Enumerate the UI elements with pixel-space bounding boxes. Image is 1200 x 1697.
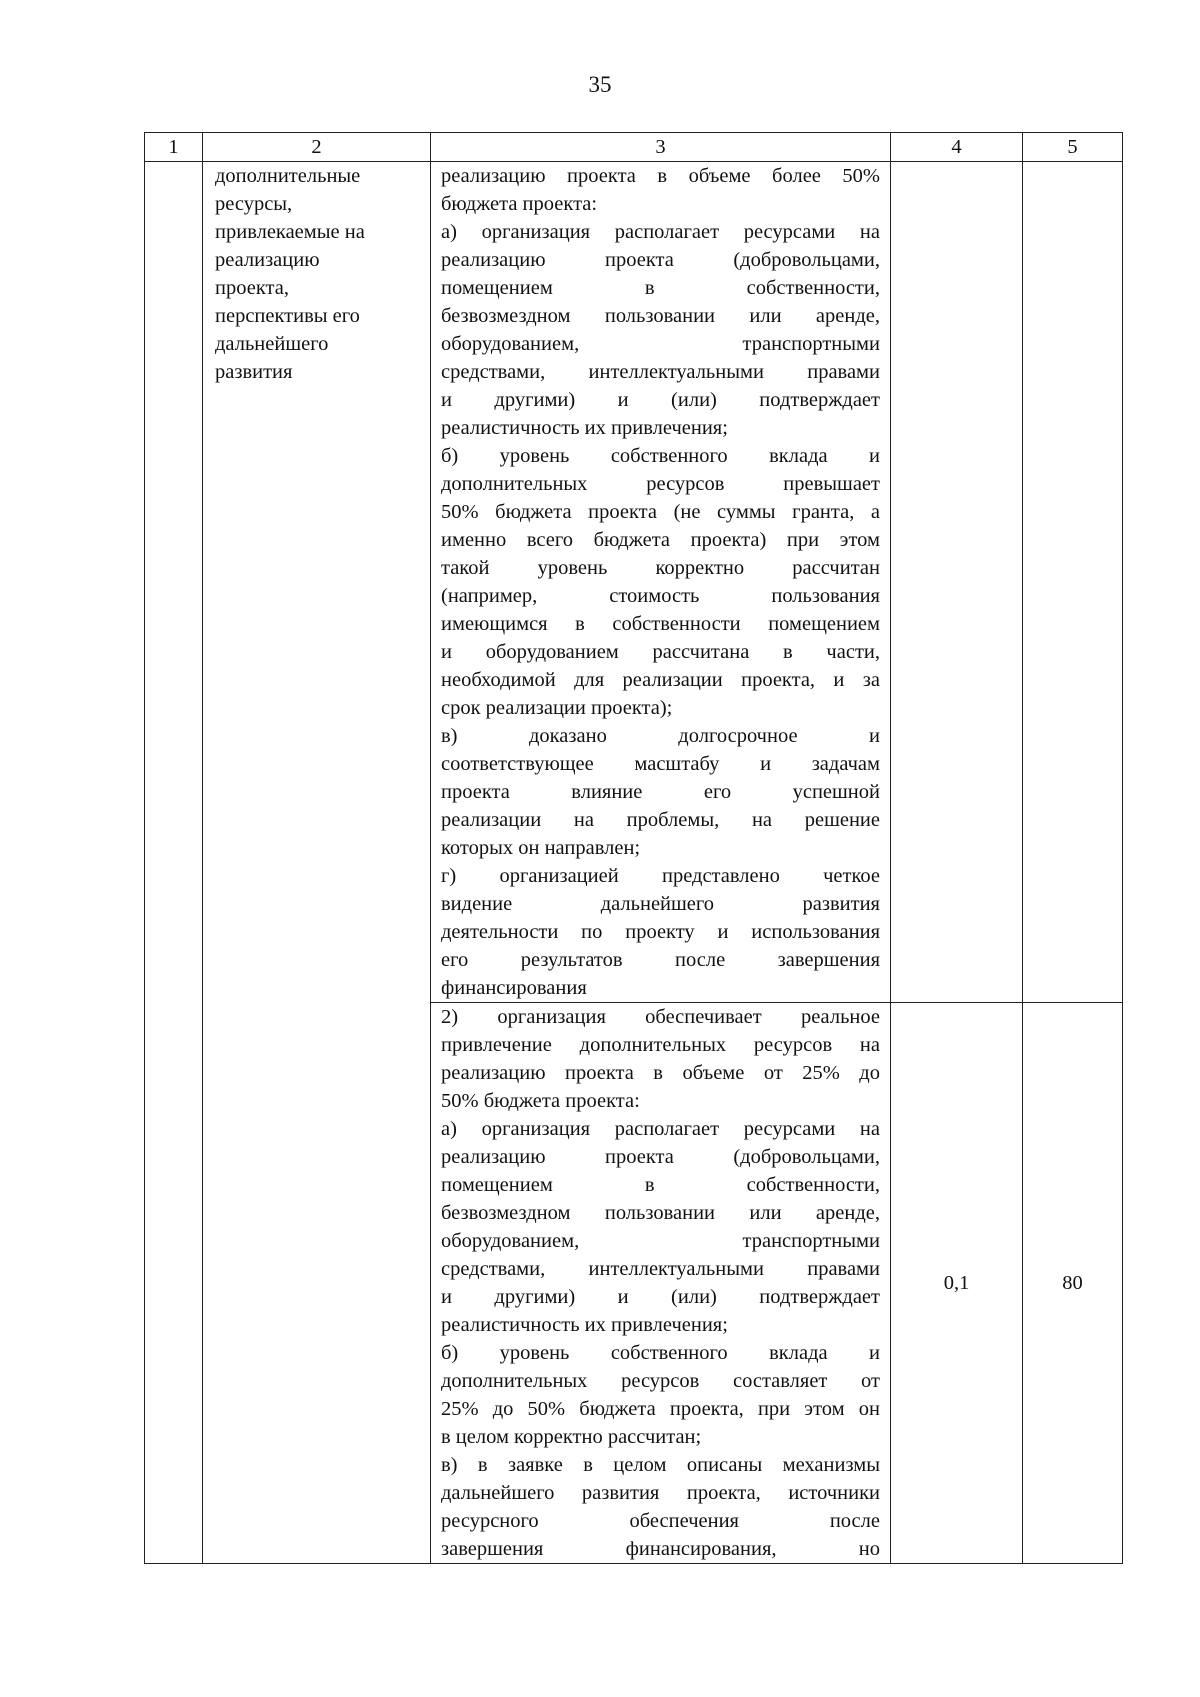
- text-line: реализацию проекта в объеме от 25% до: [441, 1062, 880, 1084]
- text-line: реализацию проекта (добровольцами,: [441, 249, 880, 271]
- text-line: дополнительных ресурсов превышает: [441, 473, 880, 495]
- text-line: именно всего бюджета проекта) при этом: [441, 529, 880, 551]
- header-col-4: 4: [891, 133, 1023, 162]
- text-line: реализацию проекта в объеме более 50%: [441, 165, 880, 187]
- text-line: 50% бюджета проекта (не суммы гранта, а: [441, 501, 880, 523]
- text-line: помещением в собственности,: [441, 1174, 880, 1196]
- text-line: завершения финансирования, но: [441, 1538, 880, 1560]
- description-cell: [431, 1003, 891, 1564]
- header-col-1: 1: [145, 133, 203, 162]
- page-number: 35: [588, 72, 612, 97]
- text-line: а) организация располагает ресурсами на: [441, 1118, 880, 1140]
- text-line: оборудованием, транспортными: [441, 1230, 880, 1252]
- table-header-row: [145, 133, 1123, 162]
- weight-cell: 0,1: [891, 1003, 1023, 1564]
- row2-description-text: [441, 1003, 880, 1563]
- text-line: реалистичность их привлечения;: [441, 417, 728, 439]
- text-line: дополнительных ресурсов составляет от: [441, 1370, 880, 1392]
- text-line: безвозмездном пользовании или аренде,: [441, 1202, 880, 1224]
- text-line: 2) организация обеспечивает реальное: [441, 1006, 880, 1028]
- text-line: привлекаемые на: [215, 221, 365, 243]
- text-line: 25% до 50% бюджета проекта, при этом он: [441, 1398, 880, 1420]
- text-line: дополнительные: [215, 165, 361, 187]
- text-line: дальнейшего развития проекта, источники: [441, 1482, 880, 1504]
- text-line: в) доказано долгосрочное и: [441, 725, 880, 747]
- row-number-cell: [145, 162, 203, 1564]
- text-line: проекта влияние его успешной: [441, 781, 880, 803]
- text-line: которых он направлен;: [441, 837, 641, 859]
- text-line: и другими) и (или) подтверждает: [441, 389, 880, 411]
- text-line: ресурсы,: [215, 193, 293, 215]
- criterion-cell: [203, 162, 431, 1564]
- text-line: реализации на проблемы, на решение: [441, 809, 880, 831]
- text-line: финансирования: [441, 977, 587, 999]
- text-line: реалистичность их привлечения;: [441, 1314, 728, 1336]
- description-cell: [431, 162, 891, 1003]
- header-col-5: 5: [1023, 133, 1123, 162]
- text-line: видение дальнейшего развития: [441, 893, 880, 915]
- text-line: такой уровень корректно рассчитан: [441, 557, 880, 579]
- text-line: бюджета проекта:: [441, 193, 598, 215]
- text-line: срок реализации проекта);: [441, 697, 673, 719]
- text-line: соответствующее масштабу и задачам: [441, 753, 880, 775]
- text-line: 50% бюджета проекта:: [441, 1090, 640, 1112]
- criterion-text: [215, 162, 424, 386]
- table-row: [145, 162, 1123, 1003]
- text-line: необходимой для реализации проекта, и за: [441, 669, 880, 691]
- text-line: деятельности по проекту и использования: [441, 921, 880, 943]
- header-col-2: 2: [203, 133, 431, 162]
- score-cell: 80: [1023, 1003, 1123, 1564]
- weight-cell: [891, 162, 1023, 1003]
- text-line: реализацию: [215, 249, 320, 271]
- text-line: средствами, интеллектуальными правами: [441, 1258, 880, 1280]
- text-line: б) уровень собственного вклада и: [441, 1342, 880, 1364]
- text-line: развития: [215, 361, 293, 383]
- text-line: перспективы его: [215, 305, 360, 327]
- text-line: средствами, интеллектуальными правами: [441, 361, 880, 383]
- text-line: привлечение дополнительных ресурсов на: [441, 1034, 880, 1056]
- text-line: ресурсного обеспечения после: [441, 1510, 880, 1532]
- text-line: в целом корректно рассчитан;: [441, 1426, 702, 1448]
- text-line: дальнейшего: [215, 333, 329, 355]
- text-line: проекта,: [215, 277, 289, 299]
- text-line: оборудованием, транспортными: [441, 333, 880, 355]
- criteria-table: [144, 132, 1123, 1564]
- text-line: б) уровень собственного вклада и: [441, 445, 880, 467]
- text-line: безвозмездном пользовании или аренде,: [441, 305, 880, 327]
- text-line: помещением в собственности,: [441, 277, 880, 299]
- text-line: и оборудованием рассчитана в части,: [441, 641, 880, 663]
- text-line: имеющимся в собственности помещением: [441, 613, 880, 635]
- text-line: его результатов после завершения: [441, 949, 880, 971]
- text-line: реализацию проекта (добровольцами,: [441, 1146, 880, 1168]
- text-line: (например, стоимость пользования: [441, 585, 880, 607]
- text-line: г) организацией представлено четкое: [441, 865, 880, 887]
- text-line: и другими) и (или) подтверждает: [441, 1286, 880, 1308]
- header-col-3: 3: [431, 133, 891, 162]
- row1-description-text: [441, 162, 880, 1002]
- text-line: в) в заявке в целом описаны механизмы: [441, 1454, 880, 1476]
- score-cell: [1023, 162, 1123, 1003]
- text-line: а) организация располагает ресурсами на: [441, 221, 880, 243]
